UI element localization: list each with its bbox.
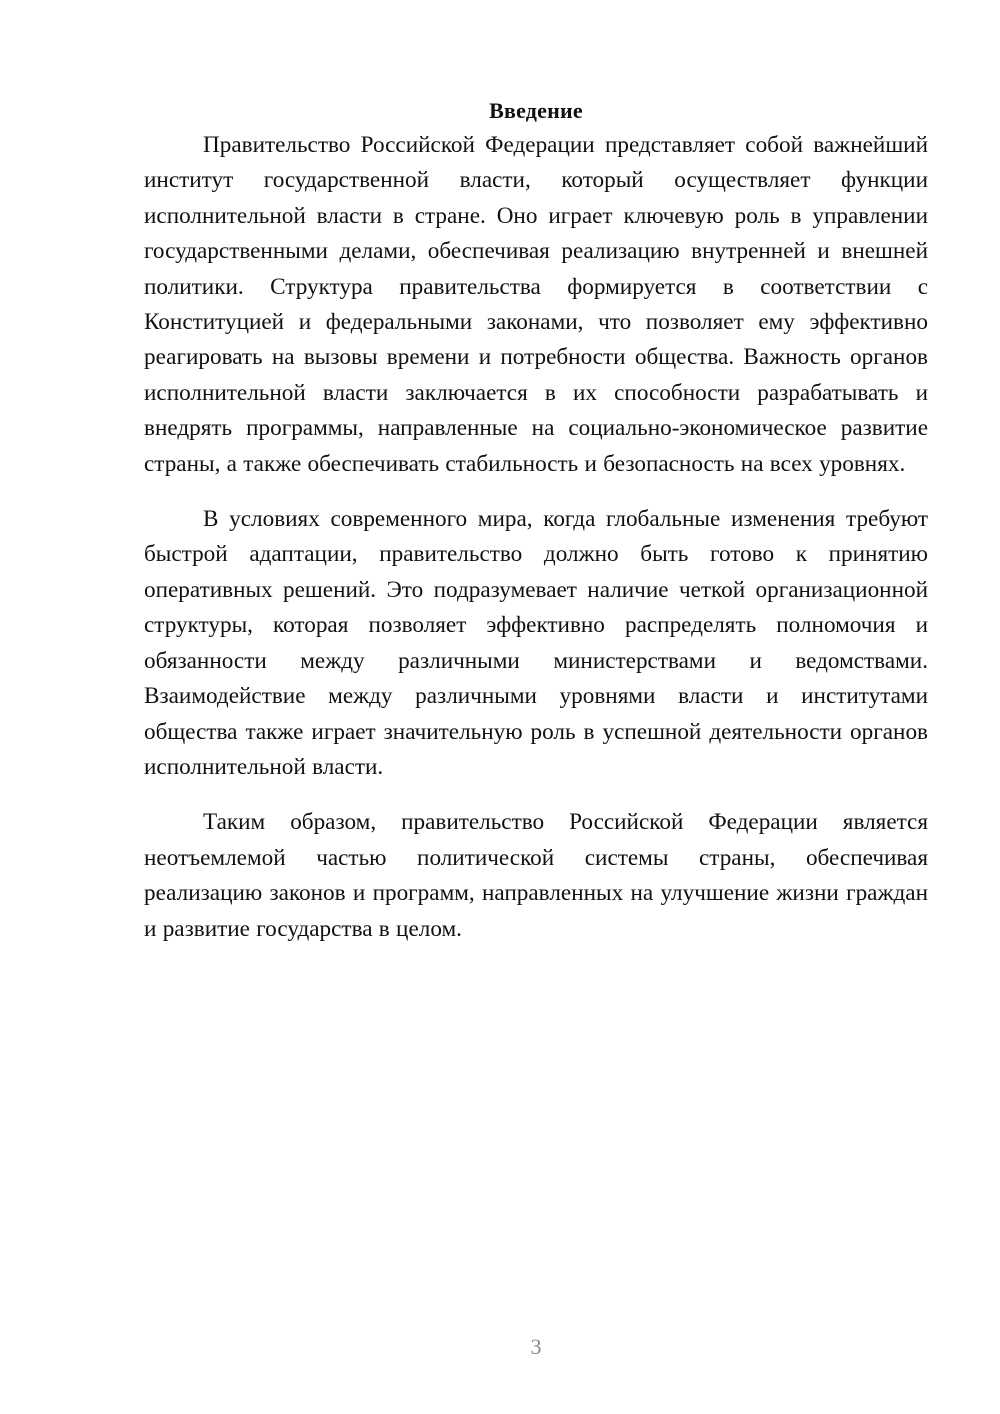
- page-content: [144, 94, 928, 947]
- section-heading: Введение: [489, 98, 583, 123]
- paragraph-modern-world: В условиях современного мира, когда глобальные изменения требуют быстрой адаптации, правительство должно быть готово к принятию оперативных решений. Это подразумевает наличие четкой организационной структуры, которая позволяет эффективно распределять полномочия и обязанности между различными министерствами и ведомствами. Взаимодействие между различными уровнями власти и институтами общества также играет значительную роль в успешной деятельности органов исполнительной власти.: [144, 506, 928, 780]
- page-number: 3: [530, 1334, 542, 1359]
- paragraph-intro: Правительство Российской Федерации представляет собой важнейший институт государственной власти, который осуществляет функции исполнительной власти в стране. Оно играет ключевую роль в управлении государственными делами, обеспечивая реализацию внутренней и внешней политики. Структура правительства формируется в соответствии с Конституцией и федеральными законами, что позволяет ему эффективно реагировать на вызовы времени и потребности общества. Важность органов исполнительной власти заключается в их способности разрабатывать и внедрять программы, направленные на социально-экономическое развитие страны, а также обеспечивать стабильность и безопасность на всех уровнях.: [144, 132, 928, 477]
- paragraph-conclusion: Таким образом, правительство Российской Федерации является неотъемлемой частью политической системы страны, обеспечивая реализацию законов и программ, направленных на улучшение жизни граждан и развитие государства в целом.: [144, 809, 928, 942]
